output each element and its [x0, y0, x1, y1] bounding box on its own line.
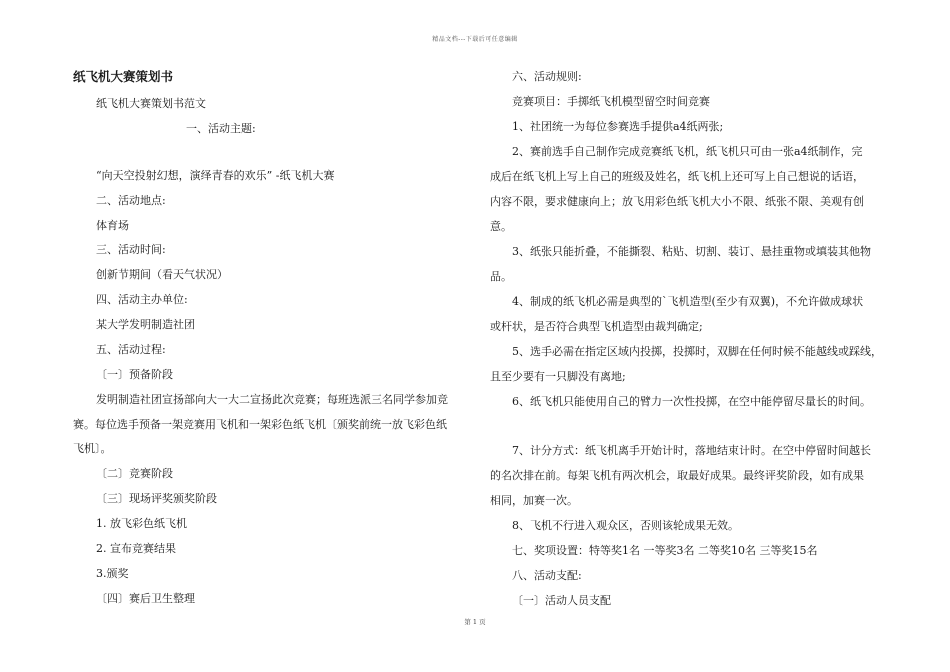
paragraph: 1、社团统一为每位参赛选手提供a4纸两张; [512, 120, 724, 133]
paragraph: 八、活动支配: [512, 569, 582, 582]
document-title: 纸飞机大赛策划书 [73, 69, 174, 84]
paragraph: 3、纸张只能折叠，不能撕裂、粘贴、切割、装订、悬挂重物或填装其他物 [512, 245, 871, 258]
page-footer: 第 1 页 [464, 618, 486, 626]
paragraph: 相同，加赛一次。 [490, 494, 578, 507]
paragraph: 1. 放飞彩色纸飞机 [96, 517, 187, 530]
paragraph: 8、飞机不行进入观众区，否则该轮成果无效。 [512, 519, 739, 532]
paragraph: 飞机〕。 [73, 442, 112, 455]
paragraph: 〔一〕预备阶段 [96, 368, 173, 381]
paragraph: 内容不限，要求健康向上；放飞用彩色纸飞机大小不限、纸张不限、美观有创 [490, 195, 864, 208]
paragraph: 7、计分方式：纸飞机离手开始计时，落地结束计时。在空中停留时间越长 [512, 444, 871, 457]
paragraph: 体育场 [96, 219, 129, 232]
paragraph: 6、纸飞机只能使用自己的臂力一次性投掷，在空中能停留尽量长的时间。 [512, 395, 871, 408]
paragraph: 意。 [490, 220, 512, 233]
paragraph: 2、赛前选手自己制作完成竞赛纸飞机，纸飞机只可由一张a4纸制作，完 [512, 145, 863, 158]
paragraph: 七、奖项设置：特等奖1名 一等奖3名 二等奖10名 三等奖15名 [512, 544, 818, 557]
paragraph: 的名次排在前。每架飞机有两次机会，取最好成果。最终评奖阶段，如有成果 [490, 469, 864, 482]
paragraph: “向天空投射幻想，演绎青春的欢乐” -纸飞机大赛 [96, 169, 335, 182]
page-header: 精品文档---下载后可任意编辑 [432, 36, 518, 43]
paragraph: 纸飞机大赛策划书范文 [96, 97, 206, 110]
paragraph: 二、活动地点: [96, 194, 166, 207]
paragraph: 发明制造社团宣扬部向大一大二宣扬此次竞赛；每班选派三名同学参加竞 [96, 393, 448, 406]
paragraph: 六、活动规则: [512, 70, 582, 83]
paragraph: 四、活动主办单位: [96, 293, 188, 306]
paragraph: 〔三〕现场评奖颁奖阶段 [96, 492, 217, 505]
paragraph: 三、活动时间: [96, 243, 166, 256]
paragraph: 或杆状，是否符合典型飞机造型由裁判确定; [490, 320, 703, 333]
paragraph: 〔一〕活动人员支配 [512, 594, 611, 607]
paragraph: 某大学发明制造社团 [96, 318, 195, 331]
paragraph: 一、活动主题: [186, 122, 256, 135]
paragraph: 成后在纸飞机上写上自己的班级及姓名，纸飞机上还可写上自己想说的话语， [490, 170, 864, 183]
paragraph: 竞赛项目：手掷纸飞机模型留空时间竞赛 [512, 95, 710, 108]
paragraph: 3.颁奖 [96, 567, 129, 580]
paragraph: 创新节期间（看天气状况） [96, 268, 228, 281]
paragraph: 5、选手必需在指定区域内投掷，投掷时，双脚在任何时候不能越线或踩线， [512, 345, 882, 358]
paragraph: 4、制成的纸飞机必需是典型的`飞机造型(至少有双翼)，不允许做成球状 [512, 295, 864, 308]
paragraph: 2. 宣布竞赛结果 [96, 542, 176, 555]
paragraph: 五、活动过程: [96, 343, 166, 356]
paragraph: 且至少要有一只脚没有离地; [490, 370, 626, 383]
paragraph: 〔二〕竞赛阶段 [96, 467, 173, 480]
paragraph: 赛。每位选手预备一架竞赛用飞机和一架彩色纸飞机〔颁奖前统一放飞彩色纸 [73, 418, 447, 431]
paragraph: 〔四〕赛后卫生整理 [96, 592, 195, 605]
paragraph: 品。 [490, 270, 512, 283]
